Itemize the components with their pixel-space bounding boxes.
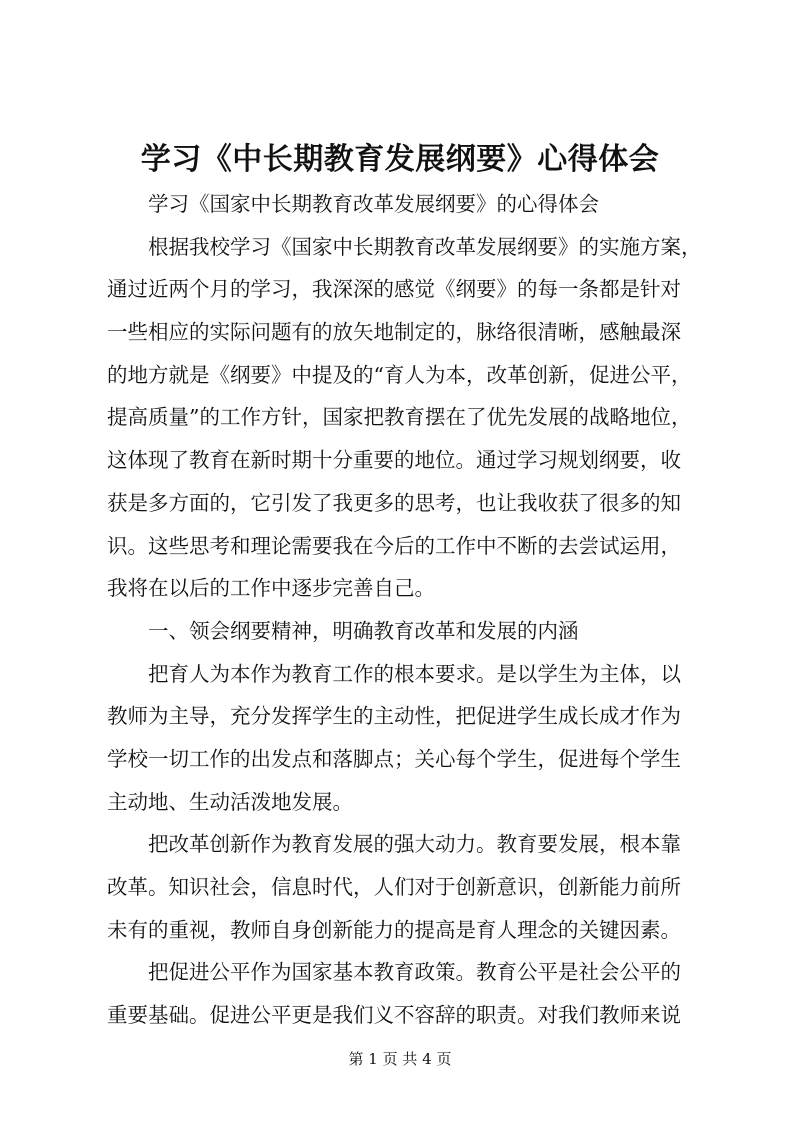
paragraph-line: 根据我校学习《国家中长期教育改革发展纲要》的实施方案， <box>148 234 702 259</box>
paragraph-line: 把促进公平作为国家基本教育政策。教育公平是社会公平的 <box>148 960 681 985</box>
paragraph-line: 改革。知识社会，信息时代，人们对于创新意识，创新能力前所 <box>107 875 681 899</box>
paragraph-line: 识。这些思考和理论需要我在今后的工作中不断的去尝试运用， <box>107 533 681 558</box>
section-heading: 一、领会纲要精神，明确教育改革和发展的内涵 <box>148 618 579 643</box>
paragraph-line: 通过近两个月的学习，我深深的感觉《纲要》的每一条都是针对 <box>107 277 681 302</box>
paragraph-line: 我将在以后的工作中逐步完善自己。 <box>107 576 435 601</box>
paragraph-line: 学校一切工作的出发点和落脚点；关心每个学生，促进每个学生 <box>107 746 681 771</box>
paragraph-line: 主动地、生动活泼地发展。 <box>107 789 353 814</box>
paragraph-line: 重要基础。促进公平更是我们义不容辞的职责。对我们教师来说 <box>107 1003 681 1028</box>
paragraph-line: 教师为主导，充分发挥学生的主动性，把促进学生成长成才作为 <box>107 704 681 729</box>
page-number-footer: 第 1 页 共 4 页 <box>348 1050 452 1068</box>
paragraph-line: 把育人为本作为教育工作的根本要求。是以学生为主体，以 <box>148 661 681 686</box>
paragraph-line: 把改革创新作为教育发展的强大动力。教育要发展，根本靠 <box>148 832 681 857</box>
paragraph-line: 获是多方面的，它引发了我更多的思考，也让我收获了很多的知 <box>107 490 681 515</box>
paragraph-line: 这体现了教育在新时期十分重要的地位。通过学习规划纲要，收 <box>107 448 681 473</box>
document-body <box>107 183 702 1037</box>
paragraph-line: 的地方就是《纲要》中提及的“育人为本，改革创新，促进公平， <box>107 362 692 387</box>
paragraph-line: 未有的重视，教师自身创新能力的提高是育人理念的关键因素。 <box>107 917 681 942</box>
paragraph-line: 提高质量”的工作方针，国家把教育摆在了优先发展的战略地位， <box>107 405 692 430</box>
subtitle-line: 学习《国家中长期教育改革发展纲要》的心得体会 <box>148 192 599 216</box>
document-title: 学习《中长期教育发展纲要》心得体会 <box>140 142 660 177</box>
paragraph-line: 一些相应的实际问题有的放矢地制定的，脉络很清晰，感触最深 <box>107 320 681 345</box>
